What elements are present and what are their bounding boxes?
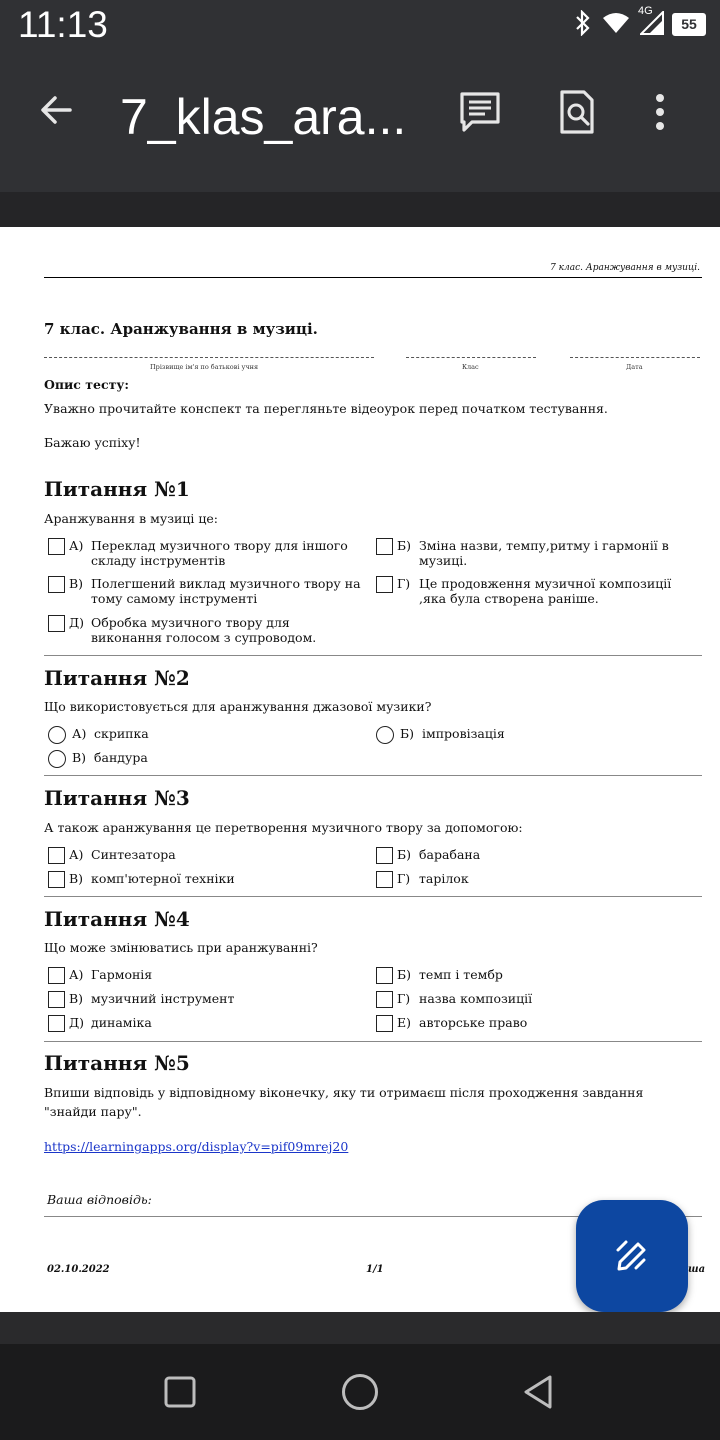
signal-icon	[638, 5, 664, 39]
comment-icon[interactable]	[458, 88, 502, 136]
page-gap	[0, 192, 720, 227]
q2-title: Питання №2	[44, 666, 190, 690]
q1-option-d[interactable]: Д) Обробка музичного твору для виконання голосом з супроводом.	[48, 615, 348, 645]
back-triangle-icon[interactable]	[522, 1374, 554, 1414]
q2-option-a[interactable]: А) скрипка	[48, 726, 358, 744]
q4-option-d[interactable]: Д) динаміка	[48, 1015, 358, 1032]
q2-option-v[interactable]: В) бандура	[48, 750, 358, 768]
q1-option-b[interactable]: Б) Зміна назви, темпу,ритму і гармонії в музиці.	[376, 538, 686, 568]
checkbox[interactable]	[376, 576, 393, 593]
more-options-icon[interactable]	[650, 88, 670, 136]
system-nav-bar	[0, 1344, 720, 1440]
checkbox[interactable]	[48, 967, 65, 984]
q3-title: Питання №3	[44, 786, 190, 810]
wish-text: Бажаю успіху!	[44, 435, 141, 450]
name-field-line	[44, 357, 374, 358]
checkbox[interactable]	[48, 538, 65, 555]
q2-question: Що використовується для аранжування джазової музики?	[44, 699, 432, 714]
pen-edit-icon	[612, 1236, 652, 1280]
section-divider	[44, 655, 702, 656]
q4-option-v[interactable]: В) музичний інструмент	[48, 991, 358, 1008]
status-time: 11:13	[18, 4, 108, 45]
section-divider	[44, 775, 702, 776]
network-type: 4G	[638, 5, 653, 17]
checkbox[interactable]	[376, 847, 393, 864]
q3-option-v[interactable]: В) комп'ютерної техніки	[48, 871, 358, 888]
q3-option-a[interactable]: А) Синтезатора	[48, 847, 358, 864]
recents-square-icon[interactable]	[164, 1376, 196, 1412]
date-field-label: Дата	[626, 363, 643, 371]
back-arrow-icon[interactable]	[36, 90, 76, 130]
q4-option-g[interactable]: Г) назва композиції	[376, 991, 686, 1008]
description-text: Уважно прочитайте конспект та перегляньте відеоурок перед початком тестування.	[44, 401, 608, 416]
q3-option-g[interactable]: Г) тарілок	[376, 871, 686, 888]
running-header: 7 клас. Аранжування в музиці.	[550, 263, 700, 273]
q5-title: Питання №5	[44, 1051, 190, 1075]
checkbox[interactable]	[48, 871, 65, 888]
q5-question-line1: Впиши відповідь у відповідному віконечку, яку ти отримаєш після проходження завдання	[44, 1085, 644, 1100]
q1-option-g[interactable]: Г) Це продовження музичної композиції ,яка була створена раніше.	[376, 576, 686, 606]
checkbox[interactable]	[48, 991, 65, 1008]
section-divider	[44, 896, 702, 897]
q4-option-e[interactable]: Е) авторське право	[376, 1015, 686, 1032]
q1-title: Питання №1	[44, 477, 190, 501]
class-field-line	[406, 357, 536, 358]
battery-icon: 55	[672, 13, 706, 36]
answer-label: Ваша відповідь:	[47, 1192, 152, 1207]
header-rule	[44, 277, 702, 278]
q1-option-v[interactable]: В) Полегшений виклад музичного твору на тому самому інструменті	[48, 576, 370, 606]
q4-option-b[interactable]: Б) темп і тембр	[376, 967, 686, 984]
edit-fab-button[interactable]	[576, 1200, 688, 1312]
date-field-line	[570, 357, 700, 358]
checkbox[interactable]	[376, 1015, 393, 1032]
q3-question: А також аранжування це перетворення музичного твору за допомогою:	[44, 820, 523, 835]
section-divider	[44, 1041, 702, 1042]
footer-right: ша	[688, 1264, 706, 1275]
checkbox[interactable]	[376, 991, 393, 1008]
footer-page: 1/1	[366, 1264, 384, 1275]
name-field-label: Прізвище ім'я по батькові учня	[150, 363, 259, 371]
doc-heading: 7 клас. Аранжування в музиці.	[44, 320, 318, 338]
document-title: 7_klas_ara...	[120, 89, 407, 145]
checkbox[interactable]	[48, 615, 65, 632]
footer-date: 02.10.2022	[47, 1264, 110, 1275]
radio-button[interactable]	[376, 726, 394, 744]
checkbox[interactable]	[48, 847, 65, 864]
search-document-icon[interactable]	[556, 88, 600, 136]
bluetooth-icon	[574, 10, 592, 40]
q3-option-b[interactable]: Б) барабана	[376, 847, 686, 864]
page-bottom-gap	[0, 1312, 720, 1344]
home-circle-icon[interactable]	[341, 1373, 379, 1415]
description-heading: Опис тесту:	[44, 377, 129, 392]
checkbox[interactable]	[376, 871, 393, 888]
q1-question: Аранжування в музиці це:	[44, 511, 219, 526]
learningapps-link[interactable]: https://learningapps.org/display?v=pif09mrej20	[44, 1139, 349, 1154]
checkbox[interactable]	[48, 576, 65, 593]
status-bar	[0, 0, 720, 50]
q1-option-a[interactable]: А) Переклад музичного твору для іншого складу інструментів	[48, 538, 370, 568]
q5-question-line2: "знайди пару".	[44, 1104, 142, 1119]
q4-question: Що може змінюватись при аранжуванні?	[44, 940, 318, 955]
checkbox[interactable]	[48, 1015, 65, 1032]
checkbox[interactable]	[376, 967, 393, 984]
radio-button[interactable]	[48, 726, 66, 744]
document-page	[0, 227, 720, 1312]
q4-title: Питання №4	[44, 907, 190, 931]
radio-button[interactable]	[48, 750, 66, 768]
checkbox[interactable]	[376, 538, 393, 555]
app-toolbar	[0, 50, 720, 192]
q2-option-b[interactable]: Б) імпровізація	[376, 726, 686, 744]
class-field-label: Клас	[462, 363, 479, 371]
wifi-icon	[602, 12, 630, 38]
q4-option-a[interactable]: А) Гармонія	[48, 967, 358, 984]
